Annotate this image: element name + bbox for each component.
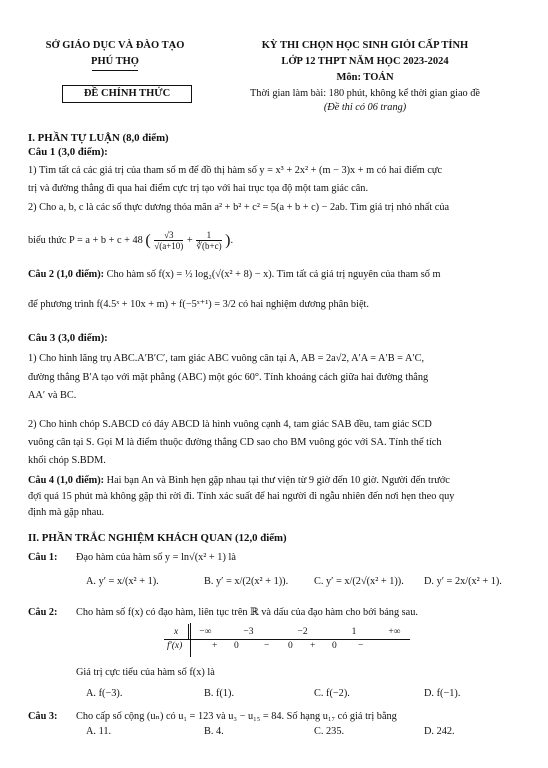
sign-table-x-2: −2	[297, 626, 308, 637]
sign-table-x-0: −∞	[199, 626, 212, 637]
q3-title: Câu 3 (3,0 điểm):	[28, 332, 108, 344]
mc2-option-d[interactable]: D. f(−1).	[424, 688, 461, 699]
q3-part1-line1: 1) Cho hình lăng trụ ABC.A′B′C′, tam giác ABC vuông cân tại A, AB = 2a√2, A′A = A′B = A′C,	[28, 353, 425, 364]
mc2-option-a[interactable]: A. f(−3).	[86, 688, 123, 699]
sign-table-x-4: +∞	[388, 626, 401, 637]
sign-table-row2	[164, 641, 374, 657]
mc2-option-b[interactable]: B. f(1).	[204, 688, 235, 699]
part1-title: I. PHẦN TỰ LUẬN (8,0 điểm)	[28, 132, 169, 144]
exam-time: Thời gian làm bài: 180 phút, không kể thời gian giao đề	[250, 88, 480, 99]
sign-6: 0	[332, 641, 337, 651]
page-count: (Đề thi có 06 trang)	[323, 102, 407, 113]
q2-line2: để phương trình f(4.5ˣ + 10x + m) + f(−5ˣ⁺¹) = 3/2 có hai nghiệm dương phân biệt.	[28, 299, 369, 310]
mc3-option-a[interactable]: A. 11.	[86, 726, 112, 737]
fraction-2: $\frac{1}{∛(b+c)}$	[196, 230, 222, 251]
mc1-option-a[interactable]: A. y′ = x/(x² + 1).	[86, 576, 159, 587]
province-name: PHÚ THỌ	[91, 56, 139, 67]
sign-3: −	[264, 641, 270, 651]
exam-subtitle: LỚP 12 THPT NĂM HỌC 2023-2024	[281, 56, 449, 67]
mc2-label: Câu 2:	[28, 607, 58, 618]
department-name: SỞ GIÁO DỤC VÀ ĐÀO TẠO	[45, 40, 185, 51]
exam-title: KỲ THI CHỌN HỌC SINH GIỎI CẤP TỈNH	[261, 40, 469, 51]
q3-part1-line3: AA′ và BC.	[28, 390, 77, 401]
q1-title: Câu 1 (3,0 điểm):	[28, 146, 108, 158]
sign-table-x-1: −3	[243, 626, 254, 637]
q3-part2-line1: 2) Cho hình chóp S.ABCD có đáy ABCD là hình vuông cạnh 4, tam giác SAB đều, tam giác SCD	[28, 419, 432, 430]
mc1-label: Câu 1:	[28, 552, 58, 563]
q3-part1-line2: đường thẳng B′A tạo với mặt phẳng (ABC) một góc 60°. Tính khoảng cách giữa hai đường thẳng	[28, 372, 429, 383]
q1-part1-line1: 1) Tìm tất cả các giá trị của tham số m để đồ thị hàm số y = x³ + 2x² + (m − 3)x + m có hai điểm cực	[28, 165, 443, 176]
sign-2: 0	[234, 641, 239, 651]
q4-line2: đợi quá 15 phút mà không gặp thì rời đi. Tính xác suất để hai người đi ngẫu nhiên đến nơi hẹn theo quy	[28, 491, 455, 502]
q1-part2-line1: 2) Cho a, b, c là các số thực dương thỏa mãn a² + b² + c² = 5(a + b + c) − 2ab. Tìm giá trị nhỏ nhất của	[28, 202, 450, 213]
q4-line1: Câu 4 (1,0 điểm): Hai bạn An và Bình hẹn gặp nhau tại thư viện từ 9 giờ đến 10 giờ. Người đến trước	[28, 475, 450, 486]
sign-5: +	[310, 641, 316, 651]
mc3-option-b[interactable]: B. 4.	[204, 726, 224, 737]
q1-part2-expression: biểu thức P = a + b + c + 48 ( $\frac{√3}{√(a+10)}$ + $\frac{1}{∛(b+c)}$ ).	[28, 230, 234, 251]
mc1-option-d[interactable]: D. y′ = 2x/(x² + 1).	[424, 576, 502, 587]
sign-table-x: x	[164, 624, 189, 640]
mc2-option-c[interactable]: C. f(−2).	[314, 688, 350, 699]
mc3-text: Cho cấp số cộng (uₙ) có u₁ = 123 và u₃ − u₁₅ = 84. Số hạng u₁₇ có giá trị bằng	[76, 711, 397, 722]
subject: Môn: TOÁN	[336, 72, 394, 83]
sign-table-x-3: 1	[351, 626, 357, 637]
mc3-option-c[interactable]: C. 235.	[314, 726, 345, 737]
mc2-text: Cho hàm số f(x) có đạo hàm, liên tục trên ℝ và dấu của đạo hàm cho bởi bảng sau.	[76, 607, 418, 618]
sign-4: 0	[288, 641, 293, 651]
mc1-text: Đạo hàm của hàm số y = ln√(x² + 1) là	[76, 552, 236, 563]
q4-line3: định mà gặp nhau.	[28, 507, 105, 518]
sign-table	[164, 624, 410, 651]
sign-1: +	[212, 641, 218, 651]
q3-part2-line3: khối chóp S.BDM.	[28, 455, 106, 466]
mc3-option-d[interactable]: D. 242.	[424, 726, 455, 737]
mc1-option-c[interactable]: C. y′ = x/(2√(x² + 1)).	[314, 576, 404, 587]
part2-title: II. PHẦN TRẮC NGHIỆM KHÁCH QUAN (12,0 điểm)	[28, 532, 287, 544]
mc1-option-b[interactable]: B. y′ = x/(2(x² + 1)).	[204, 576, 289, 587]
sign-7: −	[358, 641, 364, 651]
mc3-label: Câu 3:	[28, 711, 58, 722]
sign-table-fprime: f′(x)	[167, 641, 183, 651]
q2-line1: Câu 2 (1,0 điểm): Cho hàm số f(x) = ½ log₂(√(x² + 8) − x). Tìm tất cả giá trị nguyên của tham số m	[28, 269, 441, 280]
expression-prefix: biểu thức P = a + b + c + 48	[28, 234, 143, 246]
province-underline	[92, 70, 138, 71]
official-label: ĐỀ CHÍNH THỨC	[62, 85, 192, 103]
mc2-question: Giá trị cực tiểu của hàm số f(x) là	[76, 667, 215, 678]
q3-part2-line2: vuông cân tại S. Gọi M là điểm thuộc đường thẳng CD sao cho BM vuông góc với SA. Tính thể tích	[28, 437, 442, 448]
fraction-1: $\frac{√3}{√(a+10)}$	[154, 230, 184, 251]
q1-part1-line2: trị và đường thẳng đi qua hai điểm cực trị tạo với hai trục tọa độ một tam giác cân.	[28, 183, 369, 194]
